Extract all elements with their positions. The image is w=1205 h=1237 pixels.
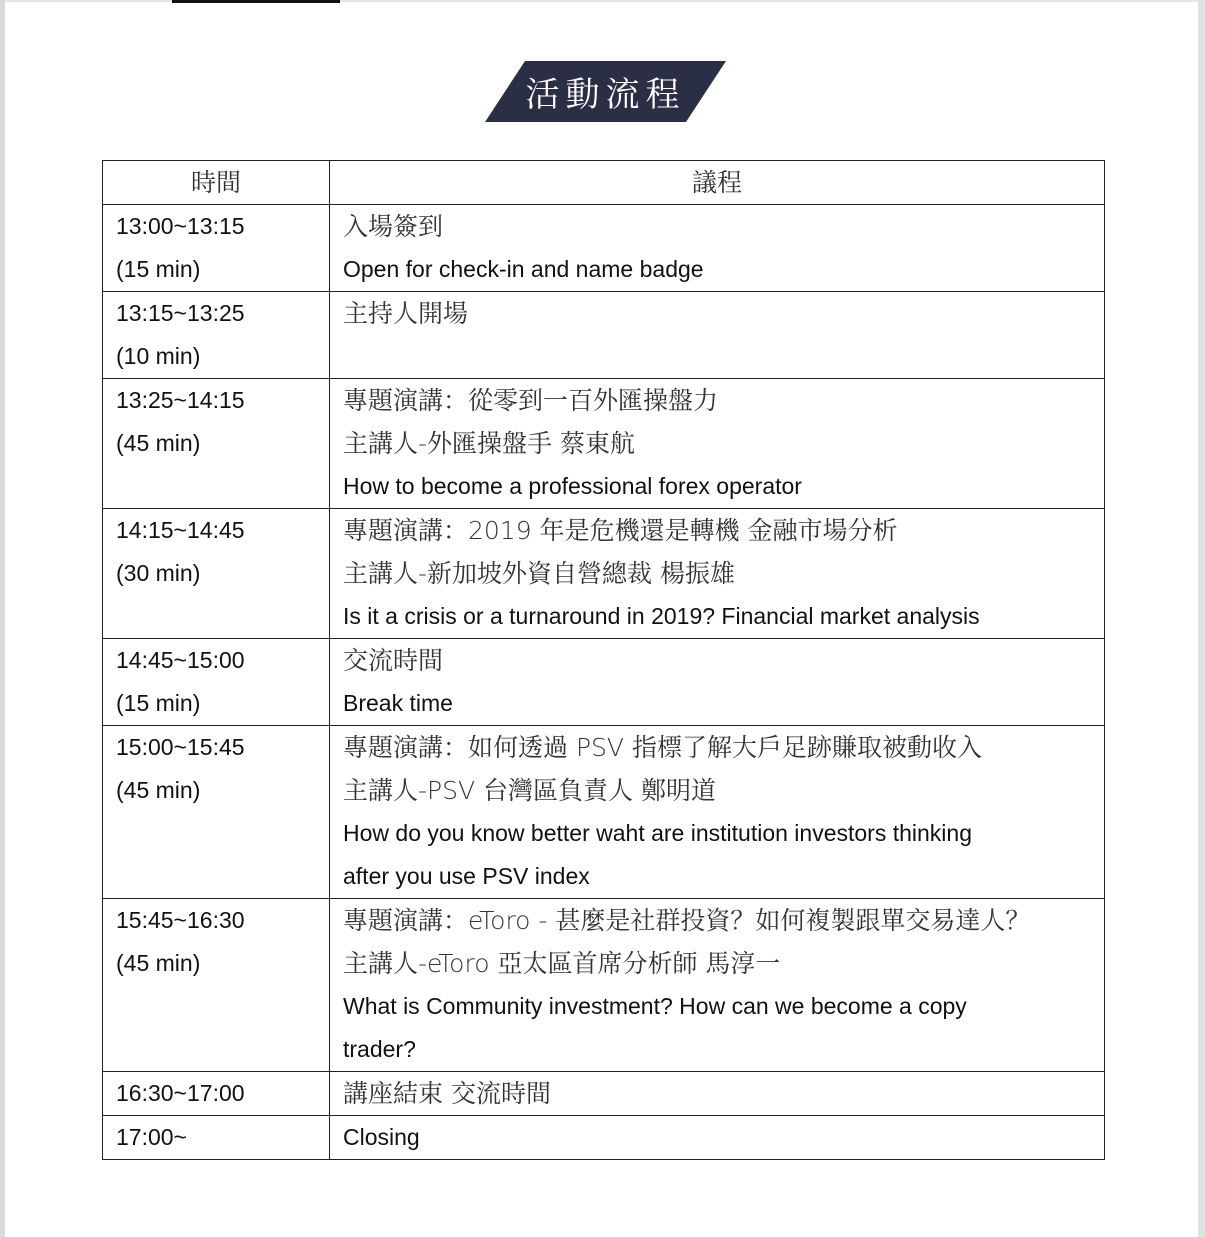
duration: (10 min) bbox=[116, 343, 201, 369]
header-agenda: 議程 bbox=[330, 161, 1105, 205]
time-cell bbox=[103, 639, 330, 726]
agenda-english: Is it a crisis or a turnaround in 2019? Financial market analysis bbox=[343, 603, 980, 629]
time-range: 17:00~ bbox=[116, 1124, 187, 1150]
table-row bbox=[103, 292, 1105, 379]
agenda-english: What is Community investment? How can we become a copy bbox=[343, 993, 967, 1019]
time-range: 15:00~15:45 bbox=[116, 734, 245, 760]
header-time: 時間 bbox=[103, 161, 330, 205]
agenda-english: Closing bbox=[343, 1124, 420, 1150]
duration: (15 min) bbox=[116, 690, 201, 716]
agenda-english: Break time bbox=[343, 690, 453, 716]
time-range: 13:25~14:15 bbox=[116, 387, 245, 413]
page-left-edge bbox=[0, 0, 5, 1237]
duration: (15 min) bbox=[116, 256, 201, 282]
agenda-title: 入場簽到 bbox=[343, 212, 444, 241]
agenda-table bbox=[102, 160, 1105, 1160]
agenda-title: 專題演講：從零到一百外匯操盤力 bbox=[343, 386, 719, 415]
time-cell bbox=[103, 379, 330, 509]
time-cell bbox=[103, 292, 330, 379]
time-range: 14:15~14:45 bbox=[116, 517, 245, 543]
time-range: 16:30~17:00 bbox=[116, 1080, 245, 1106]
agenda-title: 專題演講：2019 年是危機還是轉機 金融市場分析 bbox=[343, 516, 898, 545]
agenda-speaker: 主講人-外匯操盤手 蔡東航 bbox=[343, 429, 635, 458]
agenda-speaker: 主講人-PSV 台灣區負責人 鄭明道 bbox=[343, 776, 716, 805]
agenda-title: 專題演講：eToro - 甚麼是社群投資？如何複製跟單交易達人？ bbox=[343, 906, 1031, 935]
agenda-cell bbox=[330, 205, 1105, 292]
agenda-cell bbox=[330, 292, 1105, 379]
time-range: 14:45~15:00 bbox=[116, 647, 245, 673]
page-right-edge bbox=[1198, 0, 1205, 1237]
agenda-cell bbox=[330, 1116, 1105, 1160]
table-row bbox=[103, 1116, 1105, 1160]
agenda-speaker: 主講人-eToro 亞太區首席分析師 馬淳一 bbox=[343, 949, 781, 978]
agenda-english bbox=[343, 335, 1091, 378]
duration: (45 min) bbox=[116, 430, 201, 456]
agenda-cell bbox=[330, 1072, 1105, 1116]
time-range: 13:00~13:15 bbox=[116, 213, 245, 239]
time-cell bbox=[103, 205, 330, 292]
agenda-title: 專題演講：如何透過 PSV 指標了解大戶足跡賺取被動收入 bbox=[343, 733, 982, 762]
agenda-cell bbox=[330, 899, 1105, 1072]
duration: (30 min) bbox=[116, 560, 201, 586]
time-cell bbox=[103, 726, 330, 899]
agenda-english-cont: trader? bbox=[343, 1036, 416, 1062]
table-row bbox=[103, 726, 1105, 899]
top-rule-divider bbox=[172, 0, 340, 3]
time-cell bbox=[103, 1072, 330, 1116]
agenda-speaker: 主講人-新加坡外資自營總裁 楊振雄 bbox=[343, 559, 735, 588]
table-row bbox=[103, 379, 1105, 509]
agenda-title: 主持人開場 bbox=[343, 299, 469, 328]
agenda-english: Open for check-in and name badge bbox=[343, 256, 704, 282]
time-range: 13:15~13:25 bbox=[116, 300, 245, 326]
table-row bbox=[103, 899, 1105, 1072]
table-header-row bbox=[103, 161, 1105, 205]
agenda-title: 講座結束 交流時間 bbox=[343, 1079, 551, 1108]
duration: (45 min) bbox=[116, 777, 201, 803]
section-title-banner bbox=[485, 61, 726, 122]
duration: (45 min) bbox=[116, 950, 201, 976]
table-row bbox=[103, 509, 1105, 639]
table-row bbox=[103, 1072, 1105, 1116]
table-row bbox=[103, 639, 1105, 726]
agenda-cell bbox=[330, 726, 1105, 899]
agenda-title: 交流時間 bbox=[343, 646, 444, 675]
agenda-english-cont: after you use PSV index bbox=[343, 863, 590, 889]
section-title: 活動流程 bbox=[525, 75, 686, 115]
table-row bbox=[103, 205, 1105, 292]
time-cell bbox=[103, 509, 330, 639]
time-range: 15:45~16:30 bbox=[116, 907, 245, 933]
time-cell bbox=[103, 1116, 330, 1160]
agenda-cell bbox=[330, 509, 1105, 639]
agenda-english: How do you know better waht are institution investors thinking bbox=[343, 820, 972, 846]
agenda-english: How to become a professional forex operator bbox=[343, 473, 802, 499]
agenda-cell bbox=[330, 379, 1105, 509]
agenda-cell bbox=[330, 639, 1105, 726]
time-cell bbox=[103, 899, 330, 1072]
